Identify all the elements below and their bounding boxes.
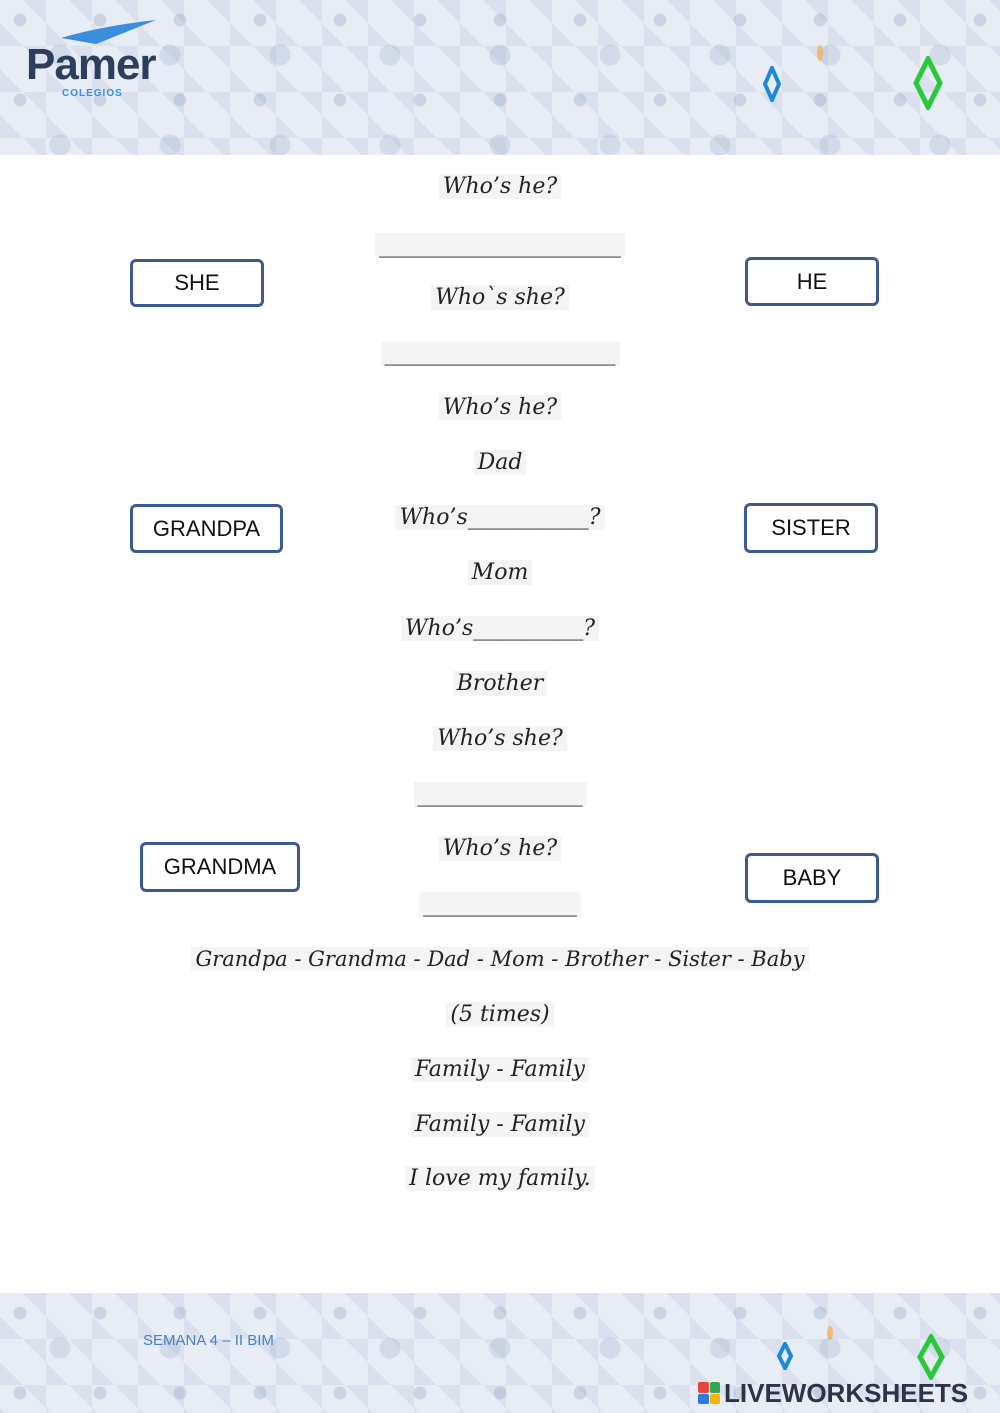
green-diamond-icon bbox=[917, 1334, 945, 1380]
answer-blank[interactable]: _______________ bbox=[0, 780, 1000, 810]
question-line: Who’s he? bbox=[0, 172, 1000, 202]
question-line: Who’s he? bbox=[0, 393, 1000, 423]
answer-line: Brother bbox=[0, 669, 1000, 699]
answer-blank[interactable]: _____________________ bbox=[0, 339, 1000, 369]
answer-blank[interactable]: ______________ bbox=[0, 890, 1000, 920]
repeat-note: (5 times) bbox=[0, 1000, 1000, 1030]
word-box-grandma[interactable]: GRANDMA bbox=[140, 842, 300, 892]
closing-line: I love my family. bbox=[0, 1164, 1000, 1194]
liveworksheets-brand[interactable] bbox=[698, 1378, 968, 1408]
question-blank-line[interactable]: Who’s__________? bbox=[0, 614, 1000, 644]
word-box-sister[interactable]: SISTER bbox=[744, 503, 878, 553]
blue-diamond-icon bbox=[777, 1342, 793, 1370]
word-box-grandpa[interactable]: GRANDPA bbox=[130, 504, 283, 553]
question-line: Who`s she? bbox=[0, 283, 1000, 313]
logo-subtitle: COLEGIOS bbox=[62, 88, 123, 99]
logo-wordmark: Pamer bbox=[26, 40, 156, 89]
week-label: SEMANA 4 – II BIM bbox=[143, 1332, 274, 1349]
orange-drop-icon bbox=[815, 42, 825, 64]
word-box-he[interactable]: HE bbox=[745, 257, 879, 306]
liveworksheets-wordmark: LIVEWORKSHEETS bbox=[724, 1377, 969, 1408]
liveworksheets-logo-icon bbox=[698, 1382, 720, 1404]
orange-drop-icon bbox=[825, 1324, 835, 1342]
answer-blank[interactable]: ______________________ bbox=[0, 231, 1000, 261]
question-line: Who’s she? bbox=[0, 724, 1000, 754]
question-line: Who’s he? bbox=[0, 834, 1000, 864]
question-blank-line[interactable]: Who’s___________? bbox=[0, 503, 1000, 533]
family-list-line: Grandpa - Grandma - Dad - Mom - Brother - Sister - Baby bbox=[0, 944, 1000, 974]
chorus-line: Family - Family bbox=[0, 1110, 1000, 1140]
green-diamond-icon bbox=[912, 56, 944, 110]
word-box-baby[interactable]: BABY bbox=[745, 853, 879, 903]
word-box-she[interactable]: SHE bbox=[130, 259, 264, 307]
answer-line: Dad bbox=[0, 448, 1000, 478]
pamer-logo bbox=[26, 18, 176, 98]
chorus-line: Family - Family bbox=[0, 1055, 1000, 1085]
answer-line: Mom bbox=[0, 558, 1000, 588]
blue-diamond-icon bbox=[762, 66, 782, 102]
